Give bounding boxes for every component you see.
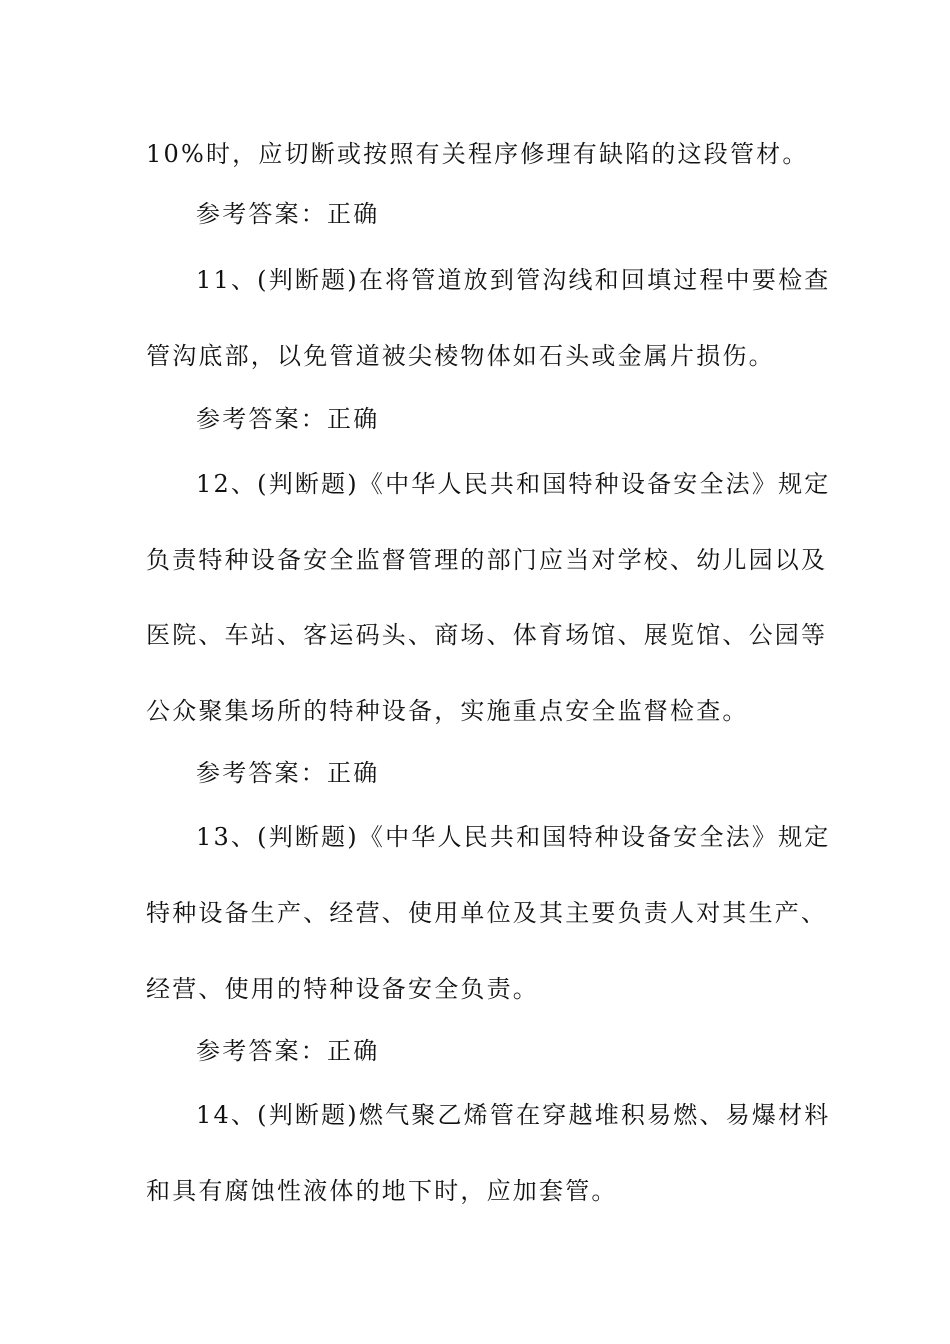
q11-answer: 参考答案：正确: [196, 405, 380, 433]
q13-line-2: 特种设备生产、经营、使用单位及其主要负责人对其生产、: [146, 899, 828, 927]
q13-line-1: 13、(判断题)《中华人民共和国特种设备安全法》规定: [196, 823, 831, 851]
q12-answer: 参考答案：正确: [196, 759, 380, 787]
q13-answer: 参考答案：正确: [196, 1037, 380, 1065]
q11-line-1: 11、(判断题)在将管道放到管沟线和回填过程中要检查: [196, 266, 831, 294]
q10-continuation-line: 10%时，应切断或按照有关程序修理有缺陷的这段管材。: [146, 140, 809, 168]
q13-line-3: 经营、使用的特种设备安全负责。: [146, 975, 539, 1003]
q12-line-1: 12、(判断题)《中华人民共和国特种设备安全法》规定: [196, 470, 831, 498]
q12-line-2: 负责特种设备安全监督管理的部门应当对学校、幼儿园以及: [146, 546, 828, 574]
q14-line-1: 14、(判断题)燃气聚乙烯管在穿越堆积易燃、易爆材料: [196, 1101, 831, 1129]
q14-line-2: 和具有腐蚀性液体的地下时，应加套管。: [146, 1177, 618, 1205]
q12-line-3: 医院、车站、客运码头、商场、体育场馆、展览馆、公园等: [146, 621, 828, 649]
q10-answer: 参考答案：正确: [196, 200, 380, 228]
q12-line-4: 公众聚集场所的特种设备，实施重点安全监督检查。: [146, 697, 749, 725]
q11-line-2: 管沟底部，以免管道被尖棱物体如石头或金属片损伤。: [146, 342, 775, 370]
